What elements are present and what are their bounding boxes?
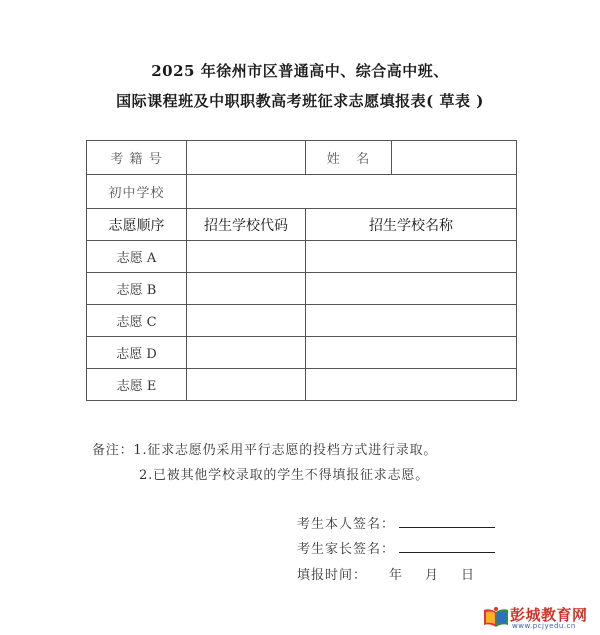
table-row	[87, 369, 517, 401]
exam-number-field[interactable]	[187, 141, 306, 175]
school-name-field[interactable]	[306, 369, 517, 401]
note-line-2: 2.已被其他学校录取的学生不得填报征求志愿。	[139, 468, 430, 483]
choice-label: 志愿 C	[87, 305, 187, 337]
choice-label: 志愿 B	[87, 273, 187, 305]
site-name: 彭城教育网	[510, 606, 588, 624]
name-field[interactable]	[392, 141, 517, 175]
school-name-field[interactable]	[306, 241, 517, 273]
table-row	[87, 305, 517, 337]
table-row	[87, 241, 517, 273]
application-form-table	[86, 140, 517, 401]
school-code-field[interactable]	[187, 369, 306, 401]
school-name-field[interactable]	[306, 305, 517, 337]
school-name-field[interactable]	[306, 337, 517, 369]
choice-label: 志愿 E	[87, 369, 187, 401]
parent-signature-line[interactable]	[399, 540, 495, 553]
school-code-field[interactable]	[187, 337, 306, 369]
name-label: 姓 名	[306, 141, 392, 175]
student-signature-line[interactable]	[399, 515, 495, 528]
school-name-header: 招生学校名称	[306, 209, 517, 241]
form-title-line-2: 国际课程班及中职职教高考班征求志愿填报表( 草表 )	[116, 92, 484, 110]
fill-date-row	[297, 564, 475, 583]
school-name-field[interactable]	[306, 273, 517, 305]
table-header-row	[87, 209, 517, 241]
site-watermark-logo	[483, 604, 598, 632]
student-signature-label: 考生本人签名：	[297, 517, 396, 532]
note-line-1: 备注：1.征求志愿仍采用平行志愿的投档方式进行录取。	[92, 443, 438, 458]
school-code-field[interactable]	[187, 273, 306, 305]
exam-number-row	[87, 141, 517, 175]
school-code-header: 招生学校代码	[187, 209, 306, 241]
choice-order-header: 志愿顺序	[87, 209, 187, 241]
table-row	[87, 273, 517, 305]
choice-label: 志愿 D	[87, 337, 187, 369]
table-row	[87, 337, 517, 369]
middle-school-field[interactable]	[187, 175, 517, 209]
site-url: www.pcjyedu.cn	[512, 622, 576, 630]
middle-school-label: 初中学校	[87, 175, 187, 209]
parent-signature-row	[297, 538, 495, 557]
school-code-field[interactable]	[187, 241, 306, 273]
school-code-field[interactable]	[187, 305, 306, 337]
middle-school-row	[87, 175, 517, 209]
year-label: 年	[389, 568, 404, 583]
student-signature-row	[297, 513, 495, 532]
parent-signature-label: 考生家长签名：	[297, 542, 396, 557]
day-label: 日	[461, 568, 476, 583]
book-icon	[483, 606, 509, 628]
form-title-line-1: 2025 年徐州市区普通高中、综合高中班、	[151, 62, 449, 80]
notes-section	[92, 438, 437, 488]
month-label: 月	[425, 568, 440, 583]
choice-label: 志愿 A	[87, 241, 187, 273]
exam-number-label: 考 籍 号	[87, 141, 187, 175]
fill-date-label: 填报时间：	[297, 568, 368, 583]
